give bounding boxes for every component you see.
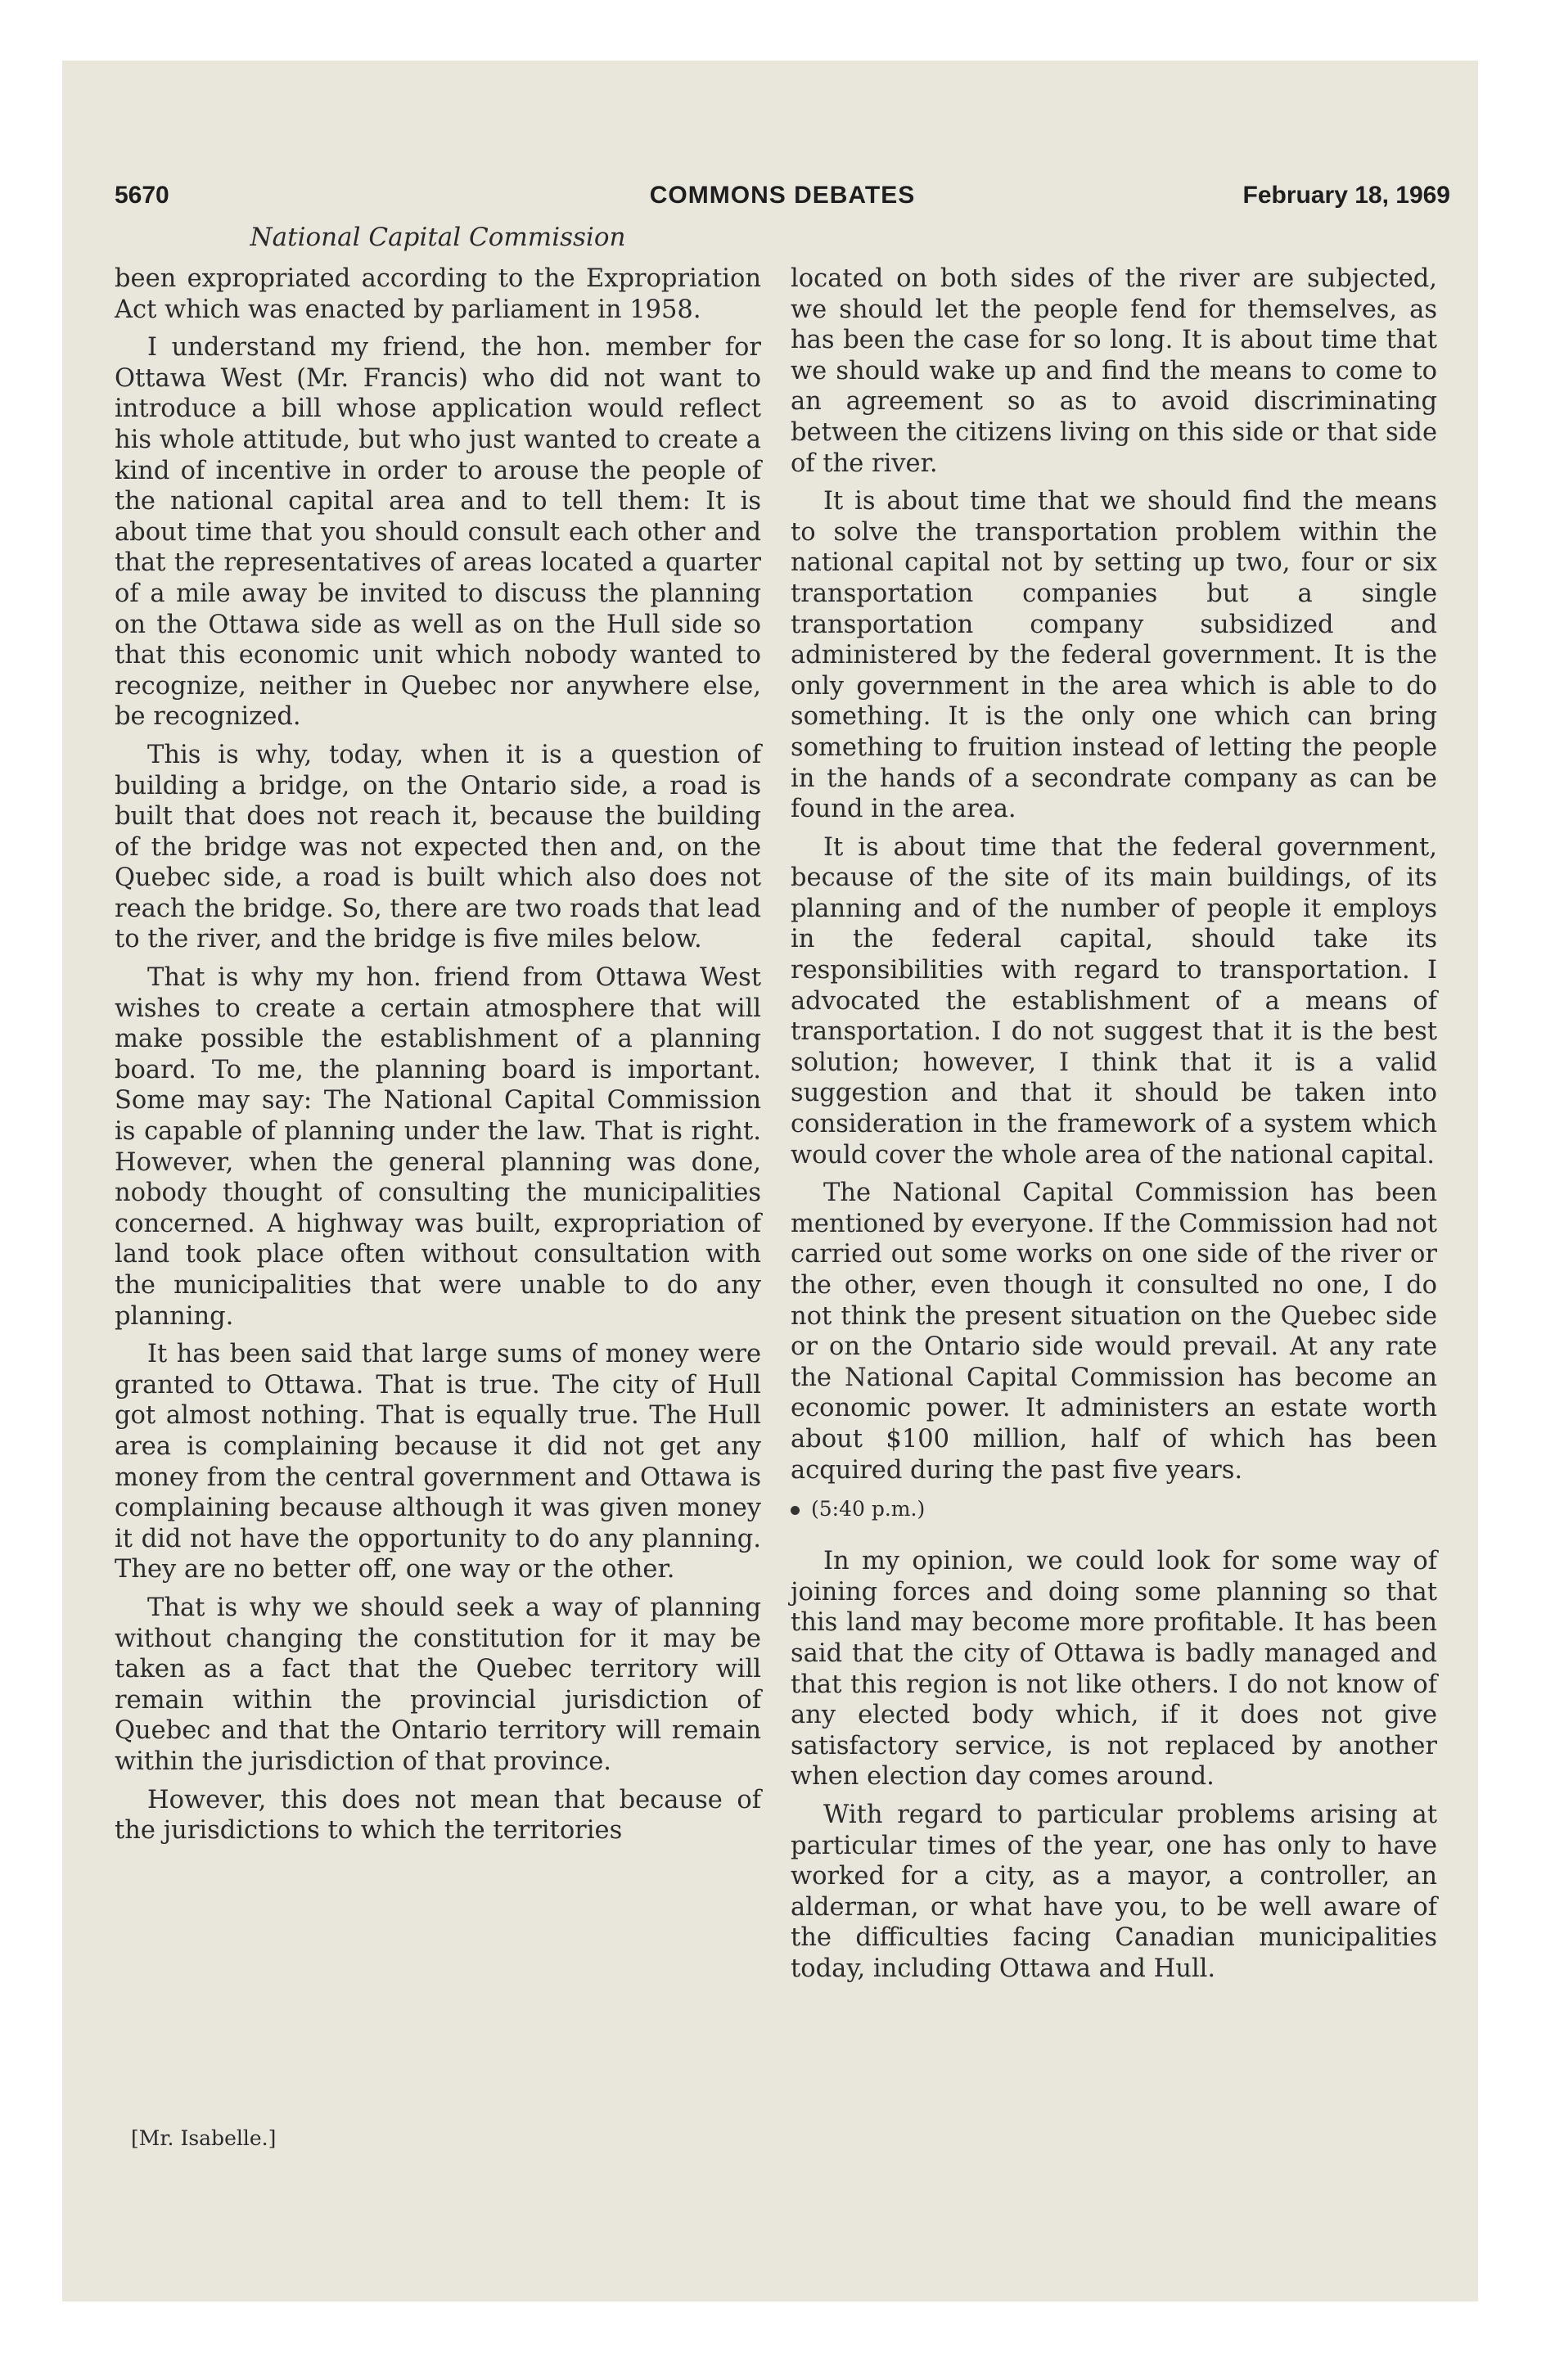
paragraph: been expropriated according to the Expropriation Act which was enacted by parliament in 1958. (115, 264, 761, 324)
paragraph: That is why my hon. friend from Ottawa West wishes to create a certain atmosphere that will make possible the establishment of a planning board. To me, the planning board is important. Some may say: The National Capital Commission is capable of planning under the law. That is right. However, when the general planning was done, nobody thought of consulting the municipalities concerned. A highway was built, expropriation of land took place often without consultation with the municipalities that were unable to do any planning. (115, 963, 761, 1331)
section-subheading: National Capital Commission (250, 223, 626, 252)
bullet-icon (791, 1506, 800, 1515)
paragraph: It is about time that we should find the means to solve the transportation problem within the national capital not by setting up two, four or six transportation companies but a single transportation company subsidized and administered by the federal government. It is the only government in the area which is able to do something. It is the only one which can bring something to fruition instead of letting the people in the hands of a secondrate company as can be found in the area. (791, 487, 1437, 824)
paragraph: It is about time that the federal government, because of the site of its main buildings, of its planning and of the number of people it employs in the federal capital, should take its responsibilities with regard to transportation. I advocated the establishment of a means of transportation. I do not suggest that it is the best solution; however, I think that it is a valid suggestion and that it should be taken into consideration in the framework of a system which would cover the whole area of the national capital. (791, 832, 1437, 1170)
paragraph: I understand my friend, the hon. member for Ottawa West (Mr. Francis) who did not want to introduce a bill whose application would reflect his whole attitude, but who just wanted to create a kind of incentive in order to arouse the people of the national capital area and to tell them: It is about time that you should consult each other and that the representatives of areas located a quarter of a mile away be invited to discuss the planning on the Ottawa side as well as on the Hull side so that this economic unit which nobody wanted to recognize, neither in Quebec nor anywhere else, be recognized. (115, 333, 761, 732)
paragraph: The National Capital Commission has been mentioned by everyone. If the Commission had not carried out some works on one side of the river or the other, even though it consulted no one, I do not think the present situation on the Quebec side or on the Ontario side would prevail. At any rate the National Capital Commission has become an economic power. It administers an estate worth about $100 million, half of which has been acquired during the past five years. (791, 1179, 1437, 1485)
paragraph: This is why, today, when it is a question of building a bridge, on the Ontario side, a road is built that does not reach it, because the building of the bridge was not expected then and, on the Quebec side, a road is built which also does not reach the bridge. So, there are two roads that lead to the river, and the bridge is five miles below. (115, 740, 761, 954)
paragraph: located on both sides of the river are subjected, we should let the people fend for themselves, as has been the case for so long. It is about time that we should wake up and find the means to come to an agreement so as to avoid discriminating between the citizens living on this side or that side of the river. (791, 264, 1437, 478)
right-column (791, 264, 1437, 1991)
publication-title: COMMONS DEBATES (649, 182, 916, 209)
page-header (115, 182, 1450, 218)
time-marker-text: (5:40 p.m.) (811, 1497, 926, 1521)
paragraph: It has been said that large sums of money were granted to Ottawa. That is true. The city of Hull got almost nothing. That is equally true. The Hull area is complaining because it did not get any money from the central government and Ottawa is complaining because although it was given money it did not have the opportunity to do any planning. They are no better off, one way or the other. (115, 1340, 761, 1584)
page-number: 5670 (115, 182, 169, 209)
paragraph: That is why we should seek a way of planning without changing the constitution for it may be taken as a fact that the Quebec territory will remain within the provincial jurisdiction of Quebec and that the Ontario territory will remain within the jurisdiction of that province. (115, 1593, 761, 1776)
publication-date: February 18, 1969 (1242, 182, 1450, 209)
left-column (115, 264, 761, 1854)
speaker-footer: [Mr. Isabelle.] (131, 2126, 277, 2150)
paragraph: With regard to particular problems arising at particular times of the year, one has only to have worked for a city, as a mayor, a controller, an alderman, or what have you, to be well aware of the difficulties facing Canadian municipalities today, including Ottawa and Hull. (791, 1800, 1437, 1983)
paragraph: In my opinion, we could look for some way of joining forces and doing some planning so that this land may become more profitable. It has been said that the city of Ottawa is badly managed and that this region is not like others. I do not know of any elected body which, if it does not give satisfactory service, is not replaced by another when election day comes around. (791, 1547, 1437, 1792)
time-marker (791, 1497, 1437, 1521)
paragraph: However, this does not mean that because of the jurisdictions to which the territories (115, 1785, 761, 1846)
